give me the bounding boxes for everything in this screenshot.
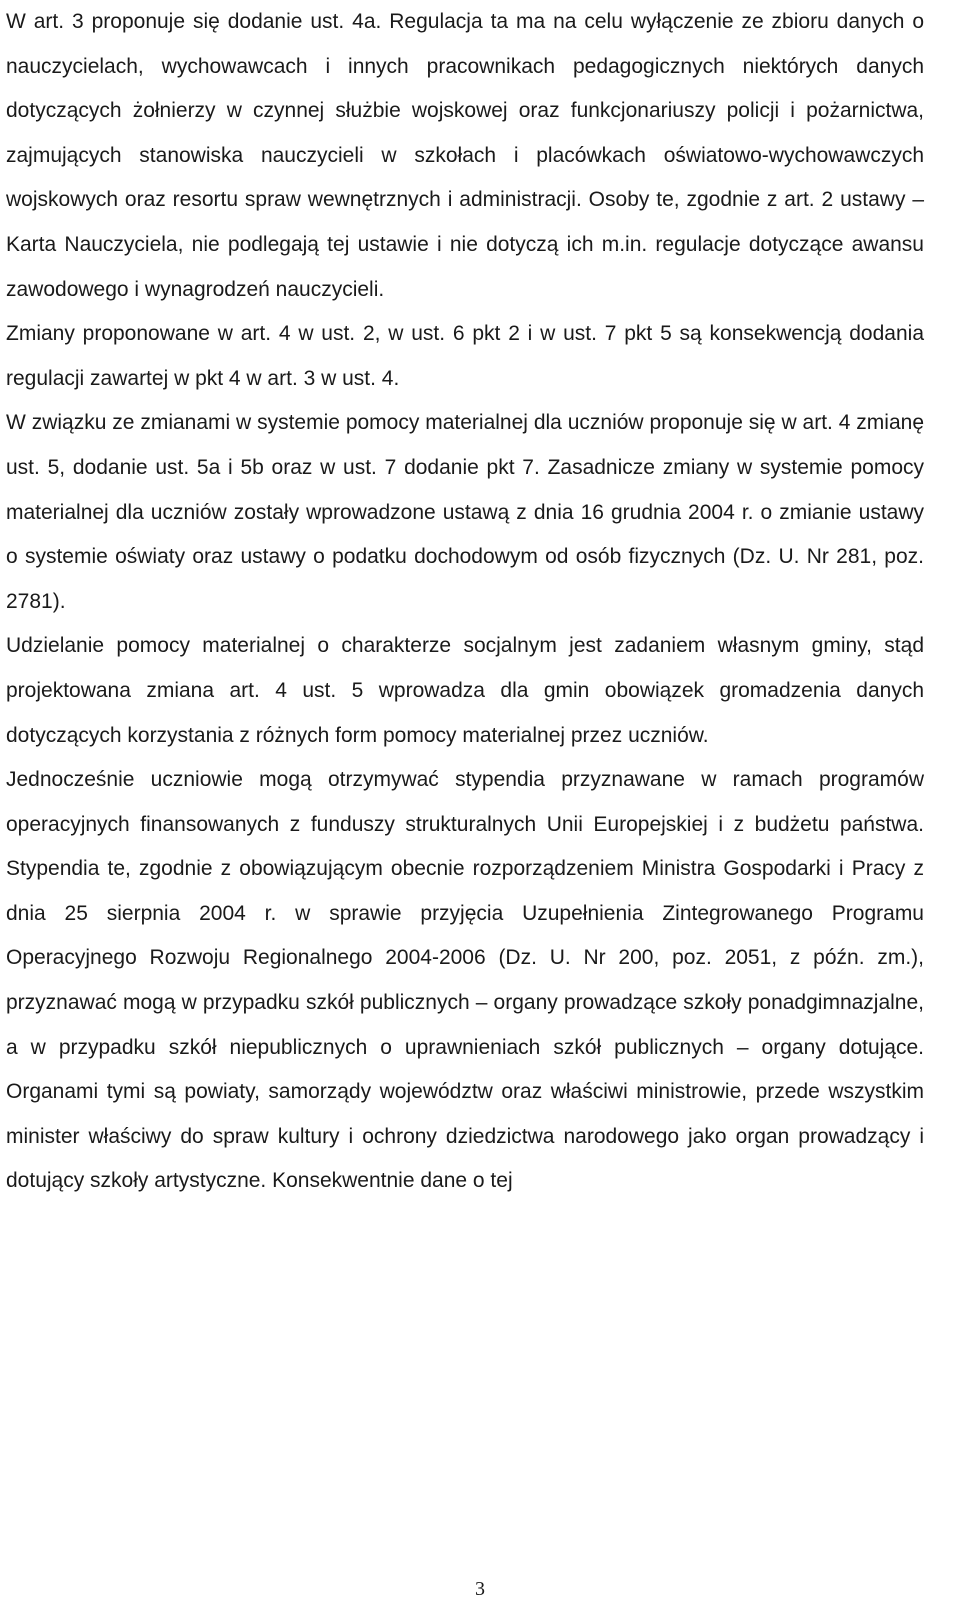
document-page <box>6 0 924 1204</box>
paragraph-scholarships: Jednocześnie uczniowie mogą otrzymywać stypendia przyznawane w ramach programów operacyjnych finansowanych z funduszy strukturalnych Unii Europejskiej i z budżetu państwa. Stypendia te, zgodnie z obowiązującym obecnie rozporządzeniem Ministra Gospodarki i Pracy z dnia 25 sierpnia 2004 r. w sprawie przyjęcia Uzupełnienia Zintegrowanego Programu Operacyjnego Rozwoju Regionalnego 2004-2006 (Dz. U. Nr 200, poz. 2051, z późn. zm.), przyznawać mogą w przypadku szkół publicznych – organy prowadzące szkoły ponadgimnazjalne, a w przypadku szkół niepublicznych o uprawnieniach szkół publicznych – organy dotujące. Organami tymi są powiaty, samorządy województw oraz właściwi ministrowie, przede wszystkim minister właściwy do spraw kultury i ochrony dziedzictwa narodowego jako organ prowadzący i dotujący szkoły artystyczne. Konsekwentnie dane o tej <box>6 768 924 1193</box>
paragraph-gmina-duties: Udzielanie pomocy materialnej o charakterze socjalnym jest zadaniem własnym gminy, stąd projektowana zmiana art. 4 ust. 5 wprowadza dla gmin obowiązek gromadzenia danych dotyczących korzystania z różnych form pomocy materialnej przez uczniów. <box>6 634 924 747</box>
page-number: 3 <box>475 1578 485 1600</box>
paragraph-art4-changes: Zmiany proponowane w art. 4 w ust. 2, w ust. 6 pkt 2 i w ust. 7 pkt 5 są konsekwencją dodania regulacji zawartej w pkt 4 w art. 3 w ust. 4. <box>6 322 924 390</box>
paragraph-material-aid: W związku ze zmianami w systemie pomocy materialnej dla uczniów proponuje się w art. 4 zmianę ust. 5, dodanie ust. 5a i 5b oraz w ust. 7 dodanie pkt 7. Zasadnicze zmiany w systemie pomocy materialnej dla uczniów zostały wprowadzone ustawą z dnia 16 grudnia 2004 r. o zmianie ustawy o systemie oświaty oraz ustawy o podatku dochodowym od osób fizycznych (Dz. U. Nr 281, poz. 2781). <box>6 411 924 613</box>
paragraph-art3-ust4a: W art. 3 proponuje się dodanie ust. 4a. Regulacja ta ma na celu wyłączenie ze zbioru danych o nauczycielach, wychowawcach i innych pracownikach pedagogicznych niektórych danych dotyczących żołnierzy w czynnej służbie wojskowej oraz funkcjonariuszy policji i pożarnictwa, zajmujących stanowiska nauczycieli w szkołach i placówkach oświatowo-wychowawczych wojskowych oraz resortu spraw wewnętrznych i administracji. Osoby te, zgodnie z art. 2 ustawy – Karta Nauczyciela, nie podlegają tej ustawie i nie dotyczą ich m.in. regulacje dotyczące awansu zawodowego i wynagrodzeń nauczycieli. <box>6 10 924 301</box>
